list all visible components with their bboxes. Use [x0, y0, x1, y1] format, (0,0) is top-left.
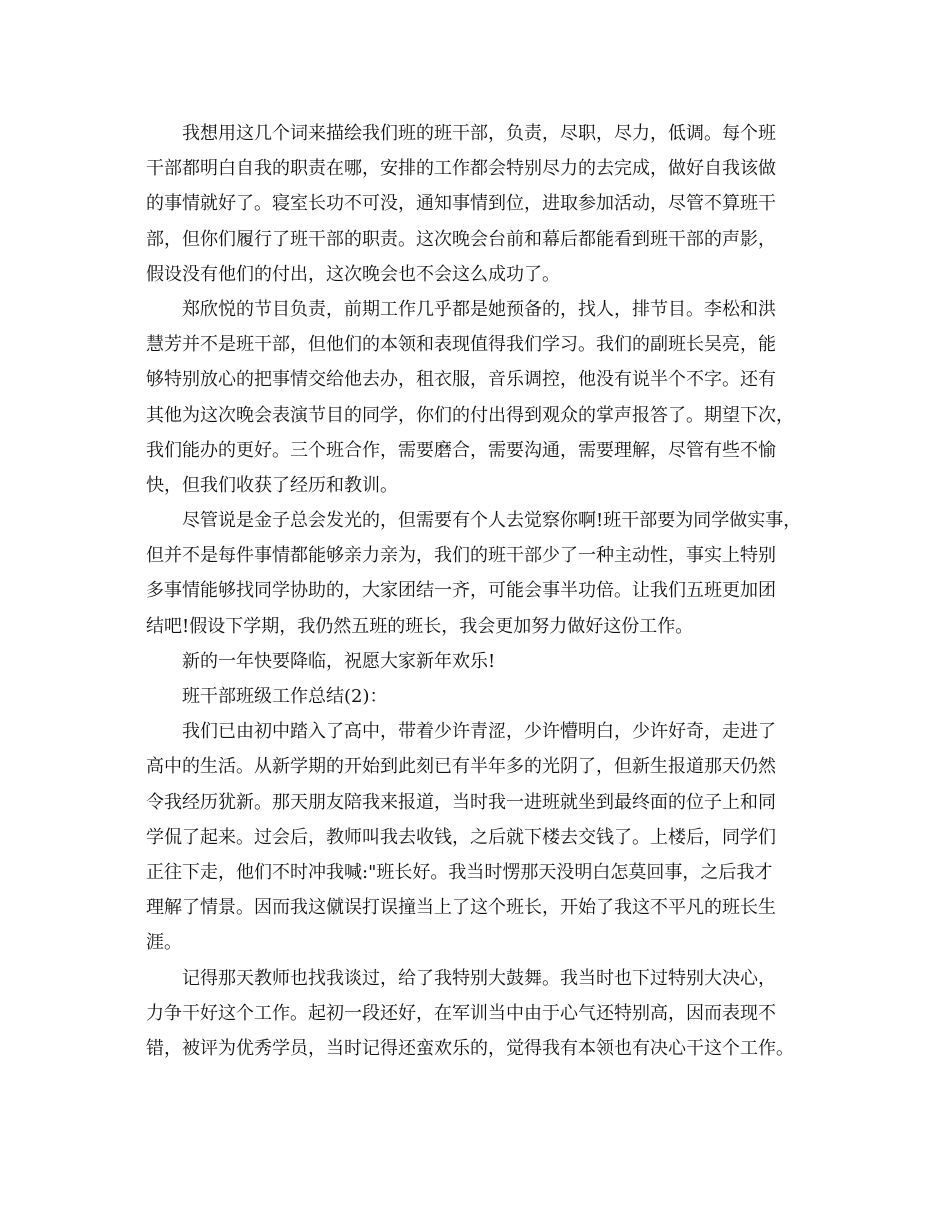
text-line: 力争干好这个工作。起初一段还好，在军训当中由于心气还特别高，因而表现不	[146, 1002, 776, 1024]
text-line: 高中的生活。从新学期的开始到此刻已有半年多的光阴了，但新生报道那天仍然	[146, 756, 776, 778]
text-line: 但并不是每件事情都能够亲力亲为，我们的班干部少了一种主动性，事实上特别	[146, 545, 776, 567]
text-line: 的事情就好了。寝室长功不可没，通知事情到位，进取参加活动，尽管不算班干	[146, 193, 776, 215]
text-line: 尽管说是金子总会发光的，但需要有个人去觉察你啊!班干部要为同学做实事，	[182, 510, 802, 532]
text-line: 郑欣悦的节目负责，前期工作几乎都是她预备的，找人，排节目。李松和洪	[182, 298, 776, 320]
document-body	[146, 116, 816, 1066]
text-line: 多事情能够找同学协助的，大家团结一齐，可能会事半功倍。让我们五班更加团	[146, 580, 776, 602]
text-line: 其他为这次晚会表演节目的同学，你们的付出得到观众的掌声报答了。期望下次，	[146, 404, 794, 426]
text-line: 部，但你们履行了班干部的职责。这次晚会台前和幕后都能看到班干部的声影，	[146, 228, 776, 250]
text-line: 干部都明白自我的职责在哪，安排的工作都会特别尽力的去完成，做好自我该做	[146, 158, 776, 180]
text-line: 涯。	[146, 932, 182, 954]
text-line: 假设没有他们的付出，这次晚会也不会这么成功了。	[146, 263, 560, 285]
text-line: 我们已由初中踏入了高中，带着少许青涩，少许懵明白，少许好奇，走进了	[182, 721, 776, 743]
text-line: 新的一年快要降临，祝愿大家新年欢乐!	[182, 650, 496, 672]
text-line: 快，但我们收获了经历和教训。	[146, 474, 398, 496]
text-line: 令我经历犹新。那天朋友陪我来报道，当时我一进班就坐到最终面的位子上和同	[146, 791, 776, 813]
text-line: 错，被评为优秀学员，当时记得还蛮欢乐的，觉得我有本领也有决心干这个工作。	[146, 1037, 794, 1059]
text-line: 学侃了起来。过会后，教师叫我去收钱，之后就下楼去交钱了。上楼后，同学们	[146, 826, 776, 848]
text-line: 我们能办的更好。三个班合作，需要磨合，需要沟通，需要理解，尽管有些不愉	[146, 439, 776, 461]
text-line: 我想用这几个词来描绘我们班的班干部，负责，尽职，尽力，低调。每个班	[182, 123, 776, 144]
text-line: 够特别放心的把事情交给他去办，租衣服，音乐调控，他没有说半个不字。还有	[146, 369, 776, 391]
text-line: 理解了情景。因而我这僦误打误撞当上了这个班长，开始了我这不平凡的班长生	[146, 897, 776, 919]
text-line: 记得那天教师也找我谈过，给了我特别大鼓舞。我当时也下过特别大决心，	[182, 967, 776, 989]
text-line: 班干部班级工作总结(2)：	[182, 686, 388, 707]
text-line: 正往下走，他们不时冲我喊:"班长好。我当时愣那天没明白怎莫回事，之后我才	[146, 861, 773, 883]
text-line: 慧芳并不是班干部，但他们的本领和表现值得我们学习。我们的副班长吴亮，能	[146, 334, 776, 356]
text-line: 结吧!假设下学期，我仍然五班的班长，我会更加努力做好这份工作。	[146, 615, 694, 637]
